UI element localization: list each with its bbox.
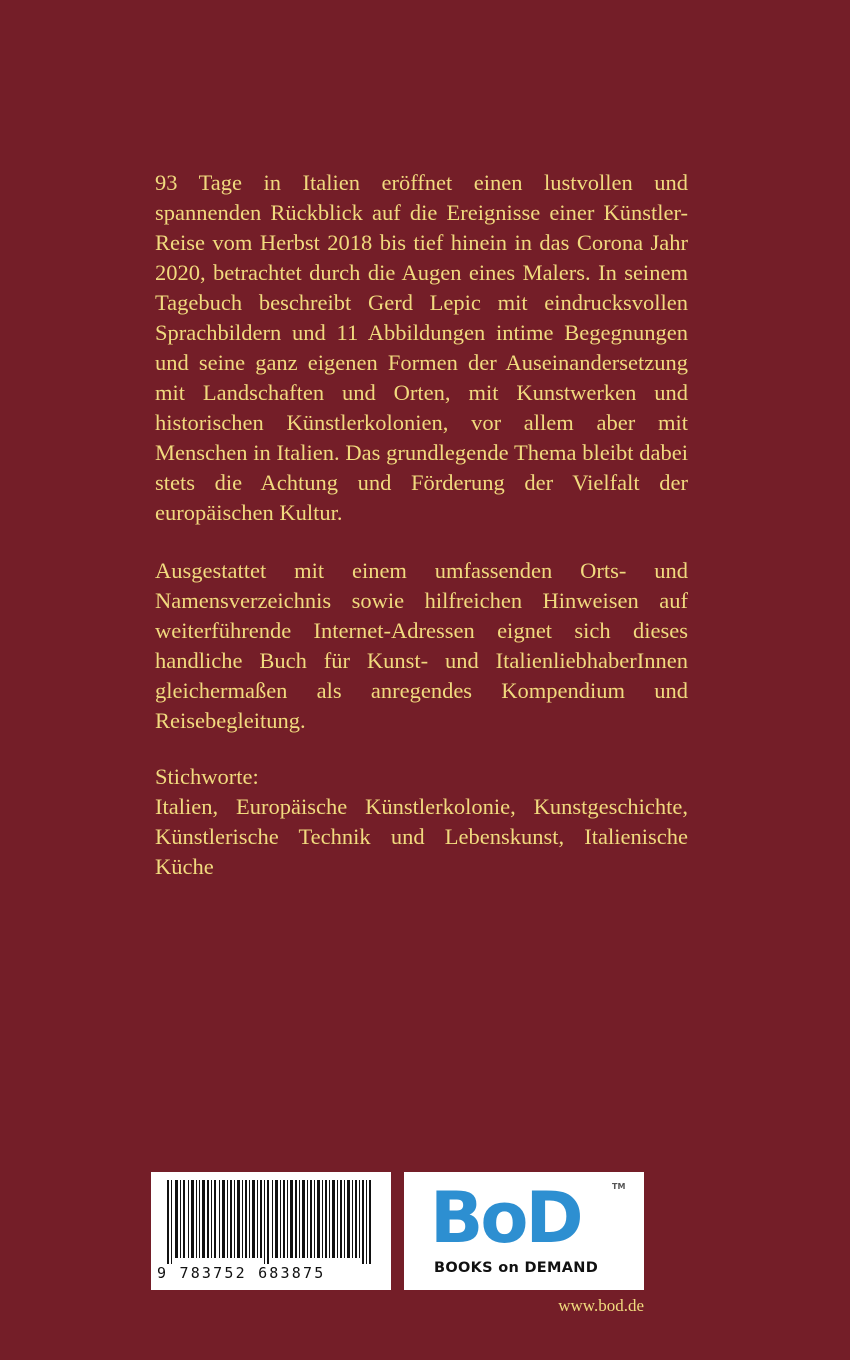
publisher-logo xyxy=(404,1172,644,1290)
isbn-number: 9 783752 683875 xyxy=(157,1264,326,1282)
publisher-url: www.bod.de xyxy=(558,1296,644,1315)
keywords-list: Italien, Europäische Künstlerkolonie, Kunstgeschichte, Künstlerische Technik und Lebenskunst, Italienische Küche xyxy=(155,794,688,879)
trademark-symbol: TM xyxy=(612,1182,626,1191)
bod-logo-mark: BoD xyxy=(430,1177,581,1259)
logo-tagline: BOOKS on DEMAND xyxy=(434,1260,599,1276)
barcode-bars-graphic xyxy=(151,1172,391,1264)
blurb-paragraph-2: Ausgestattet mit einem umfassenden Orts- und Namensverzeichnis sowie hilfreichen Hinweisen auf weiterführende Internet-Adressen eignet sich dieses handliche Buch für Kunst- und ItalienliebhaberInnen gleichermaßen als anregendes Kompendium und Reisebegleitung. xyxy=(155,558,688,733)
isbn-barcode xyxy=(151,1172,391,1290)
blurb-paragraph-1: 93 Tage in Italien eröffnet einen lustvollen und spannenden Rückblick auf die Ereignisse einer Künstler-Reise vom Herbst 2018 bis tief hinein in das Corona Jahr 2020, betrachtet durch die Augen eines Malers. In seinem Tagebuch beschreibt Gerd Lepic mit eindrucksvollen Sprachbildern und 11 Abbildungen intime Begegnungen und seine ganz eigenen Formen der Auseinandersetzung mit Landschaften und Orten, mit Kunstwerken und historischen Künstlerkolonien, vor allem aber mit Menschen in Italien. Das grundlegende Thema bleibt dabei stets die Achtung und Förderung der Vielfalt der europäischen Kultur. xyxy=(155,170,688,525)
keywords-label: Stichworte: xyxy=(155,764,259,789)
